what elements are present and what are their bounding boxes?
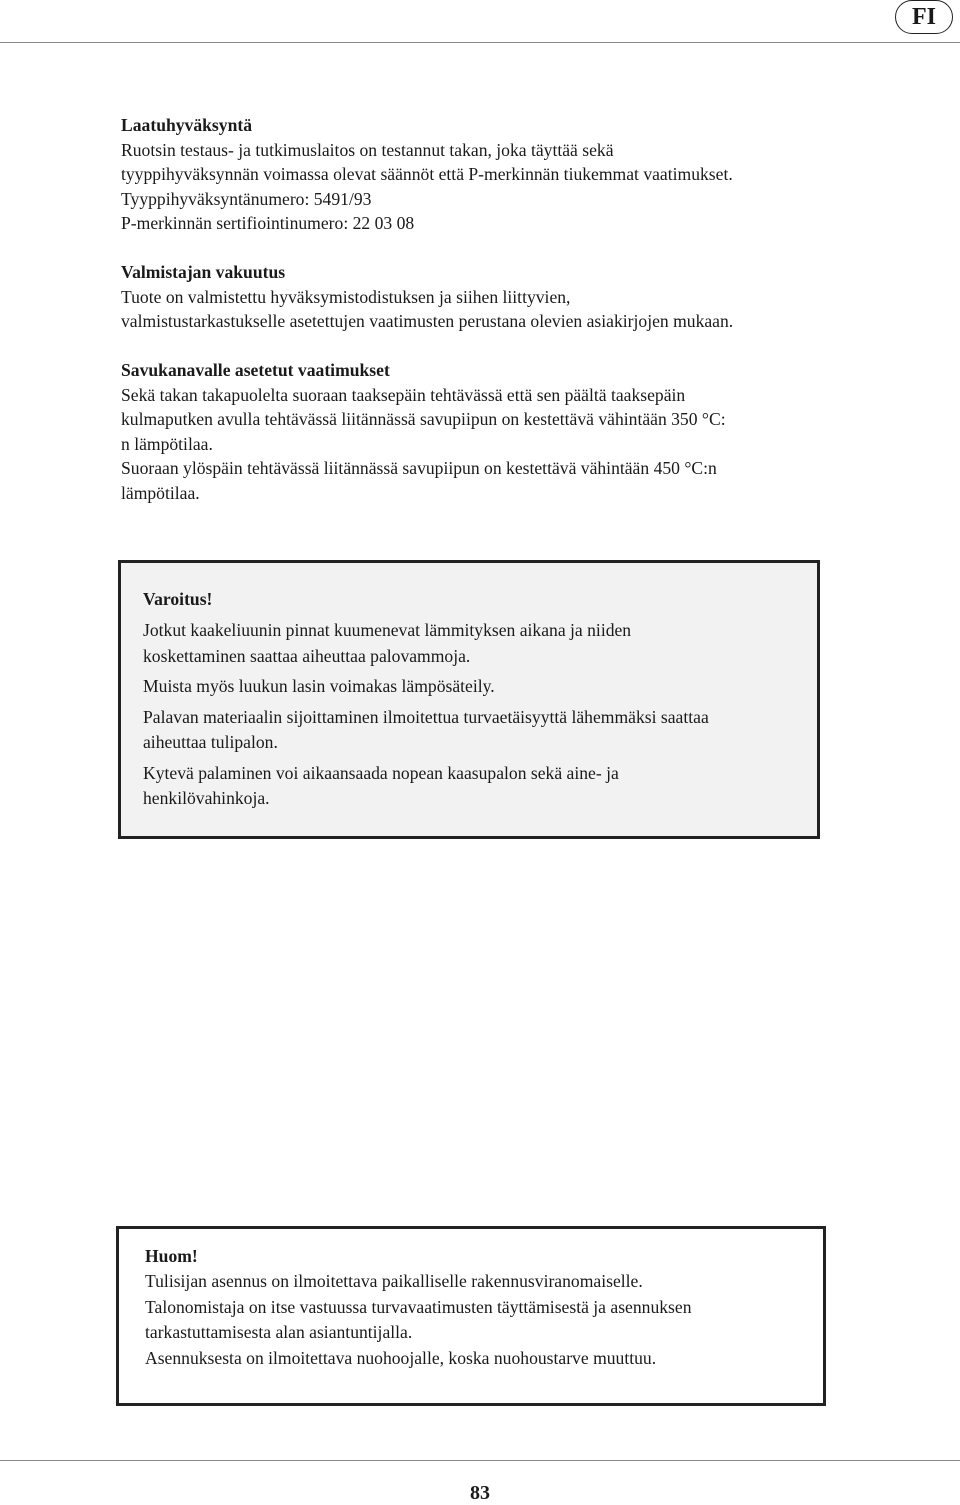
footer-divider <box>0 1460 960 1461</box>
language-code: FI <box>912 3 936 30</box>
header-divider <box>0 42 960 43</box>
warning-line: henkilövahinkoja. <box>143 788 270 808</box>
note-line: Asennuksesta on ilmoitettava nuohoojalle, koska nuohoustarve muuttuu. <box>145 1347 657 1368</box>
section-line: Suoraan ylöspäin tehtävässä liitännässä savupiipun on kestettävä vähintään 450 °C:n <box>121 458 717 478</box>
main-content <box>121 113 841 530</box>
warning-line: Muista myös luukun lasin voimakas lämpösäteily. <box>143 676 495 696</box>
section-manufacturer-declaration <box>121 260 841 334</box>
section-line: Ruotsin testaus- ja tutkimuslaitos on testannut takan, joka täyttää sekä <box>121 139 614 160</box>
warning-paragraph <box>143 674 795 700</box>
warning-line: aiheuttaa tulipalon. <box>143 732 278 752</box>
warning-title: Varoitus! <box>143 589 213 609</box>
note-line: Talonomistaja on itse vastuussa turvavaatimusten täyttämisestä ja asennuksen <box>145 1296 692 1317</box>
section-line: valmistustarkastukselle asetettujen vaatimusten perustana olevien asiakirjojen mukaan. <box>121 311 734 331</box>
note-title: Huom! <box>145 1246 198 1266</box>
section-line: P-merkinnän sertifiointinumero: 22 03 08 <box>121 213 415 233</box>
warning-line: Kytevä palaminen voi aikaansaada nopean kaasupalon sekä aine- ja <box>143 762 619 783</box>
section-line: n lämpötilaa. <box>121 433 213 454</box>
language-badge <box>895 0 953 34</box>
section-line: lämpötilaa. <box>121 482 200 503</box>
section-quality-approval <box>121 113 841 236</box>
section-heading: Valmistajan vakuutus <box>121 262 286 282</box>
warning-paragraph <box>143 761 795 812</box>
section-line: Tyyppihyväksyntänumero: 5491/93 <box>121 188 372 209</box>
section-heading: Laatuhyväksyntä <box>121 115 253 135</box>
note-line: tarkastuttamisesta alan asiantuntijalla. <box>145 1322 413 1342</box>
warning-paragraph <box>143 705 795 756</box>
warning-line: koskettaminen saattaa aiheuttaa palovammoja. <box>143 645 471 666</box>
section-line: Tuote on valmistettu hyväksymistodistuksen ja siihen liittyvien, <box>121 286 571 307</box>
note-line: Tulisijan asennus on ilmoitettava paikalliselle rakennusviranomaiselle. <box>145 1271 643 1291</box>
note-box <box>116 1226 826 1406</box>
section-heading: Savukanavalle asetetut vaatimukset <box>121 360 390 380</box>
section-line: kulmaputken avulla tehtävässä liitännässä savupiipun on kestettävä vähintään 350 °C: <box>121 409 726 429</box>
section-line: tyyppihyväksynnän voimassa olevat säännöt että P-merkinnän tiukemmat vaatimukset. <box>121 164 733 184</box>
warning-box <box>118 560 820 839</box>
page-number: 83 <box>470 1482 490 1504</box>
warning-line: Palavan materiaalin sijoittaminen ilmoitettua turvaetäisyyttä lähemmäksi saattaa <box>143 706 709 727</box>
warning-line: Jotkut kaakeliuunin pinnat kuumenevat lämmityksen aikana ja niiden <box>143 620 632 640</box>
warning-paragraph <box>143 618 795 669</box>
section-line: Sekä takan takapuolelta suoraan taaksepäin tehtävässä että sen päältä taaksepäin <box>121 384 686 405</box>
section-chimney-requirements <box>121 358 841 505</box>
